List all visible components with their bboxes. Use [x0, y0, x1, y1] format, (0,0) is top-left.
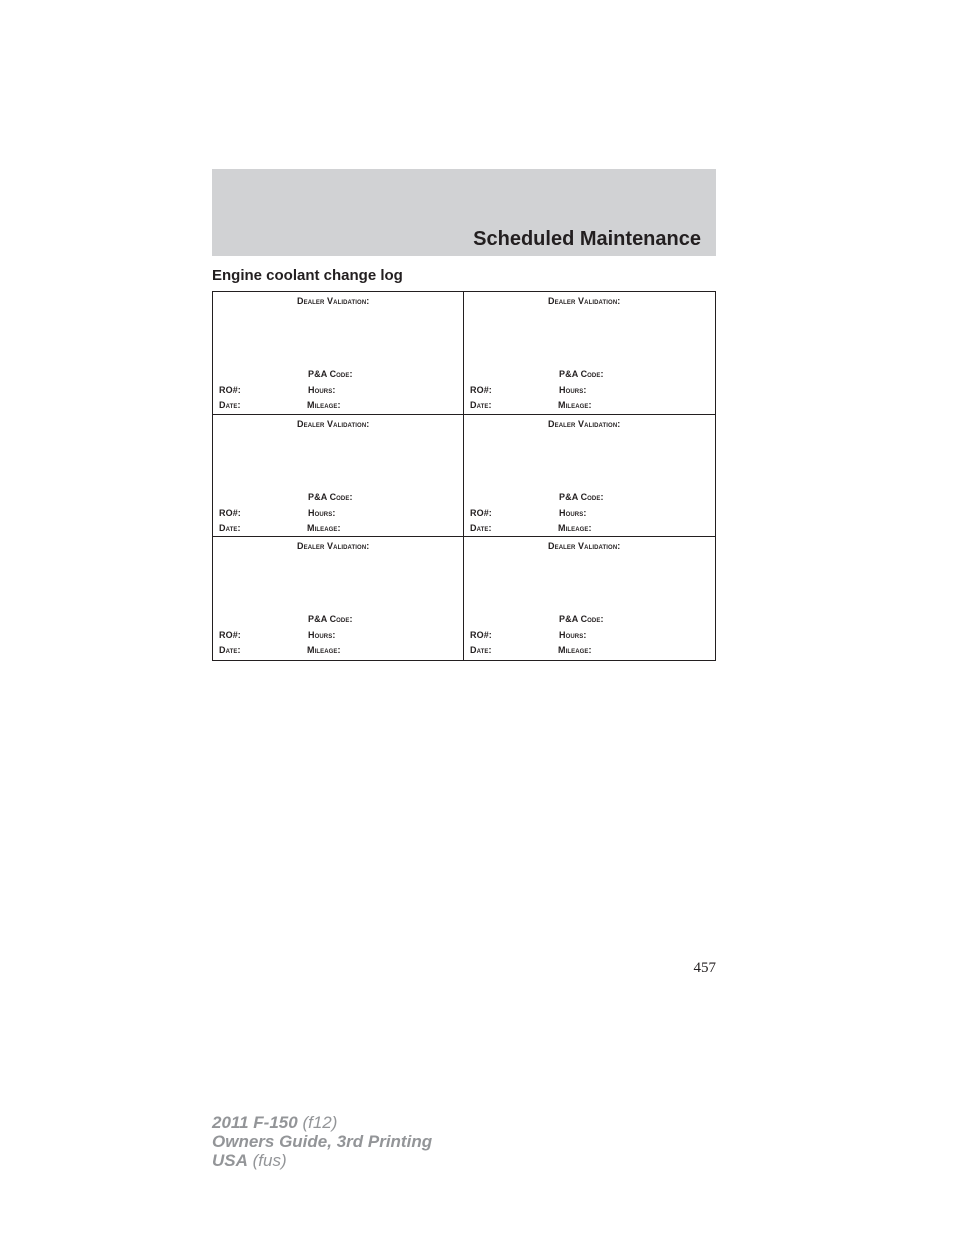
pa-code-label: P&A Code:	[308, 614, 353, 625]
log-entry-cell	[464, 415, 715, 538]
mileage-label: Mileage:	[558, 645, 592, 656]
date-label: Date:	[219, 645, 241, 656]
date-label: Date:	[219, 522, 241, 533]
pa-code-label: P&A Code:	[559, 491, 604, 502]
mileage-label: Mileage:	[558, 400, 592, 410]
ro-number-label: RO#:	[470, 630, 492, 641]
hours-label: Hours:	[559, 507, 587, 518]
section-header-band	[212, 169, 716, 256]
mileage-label: Mileage:	[307, 645, 341, 656]
log-entry-cell	[464, 537, 715, 660]
footer-line-model	[212, 1113, 432, 1132]
ro-number-label: RO#:	[470, 385, 492, 395]
log-entry-cell	[213, 415, 464, 538]
hours-label: Hours:	[308, 385, 336, 395]
dealer-validation-label: Dealer Validation:	[297, 418, 370, 429]
pa-code-label: P&A Code:	[308, 491, 353, 502]
pa-code-label: P&A Code:	[559, 614, 604, 625]
ro-number-label: RO#:	[219, 385, 241, 395]
mileage-label: Mileage:	[558, 522, 592, 533]
section-title: Scheduled Maintenance	[473, 228, 701, 250]
footer-line-market	[212, 1151, 432, 1170]
footer-model-code: (f12)	[302, 1113, 338, 1132]
dealer-validation-label: Dealer Validation:	[548, 541, 621, 552]
dealer-validation-label: Dealer Validation:	[297, 296, 370, 306]
log-entry-cell	[213, 537, 464, 660]
date-label: Date:	[470, 400, 492, 410]
footer-line-guide	[212, 1132, 432, 1151]
footer-guide-edition: Owners Guide, 3rd Printing	[212, 1132, 433, 1151]
dealer-validation-label: Dealer Validation:	[548, 296, 621, 306]
mileage-label: Mileage:	[307, 400, 341, 410]
ro-number-label: RO#:	[219, 507, 241, 518]
hours-label: Hours:	[559, 630, 587, 641]
hours-label: Hours:	[559, 385, 587, 395]
hours-label: Hours:	[308, 630, 336, 641]
mileage-label: Mileage:	[307, 522, 341, 533]
date-label: Date:	[470, 522, 492, 533]
pa-code-label: P&A Code:	[559, 369, 604, 379]
ro-number-label: RO#:	[219, 630, 241, 641]
pa-code-label: P&A Code:	[308, 369, 353, 379]
page-number: 457	[693, 960, 716, 976]
log-entry-cell	[464, 292, 715, 415]
footer-model: 2011 F-150	[212, 1113, 298, 1132]
dealer-validation-label: Dealer Validation:	[297, 541, 370, 552]
log-title: Engine coolant change log	[212, 267, 403, 284]
ro-number-label: RO#:	[470, 507, 492, 518]
hours-label: Hours:	[308, 507, 336, 518]
date-label: Date:	[219, 400, 241, 410]
date-label: Date:	[470, 645, 492, 656]
footer-market-code: (fus)	[252, 1151, 287, 1170]
dealer-validation-label: Dealer Validation:	[548, 418, 621, 429]
footer-market: USA	[212, 1151, 248, 1170]
document-footer	[212, 1113, 432, 1170]
log-entry-cell	[213, 292, 464, 415]
coolant-change-log-table	[212, 291, 716, 661]
